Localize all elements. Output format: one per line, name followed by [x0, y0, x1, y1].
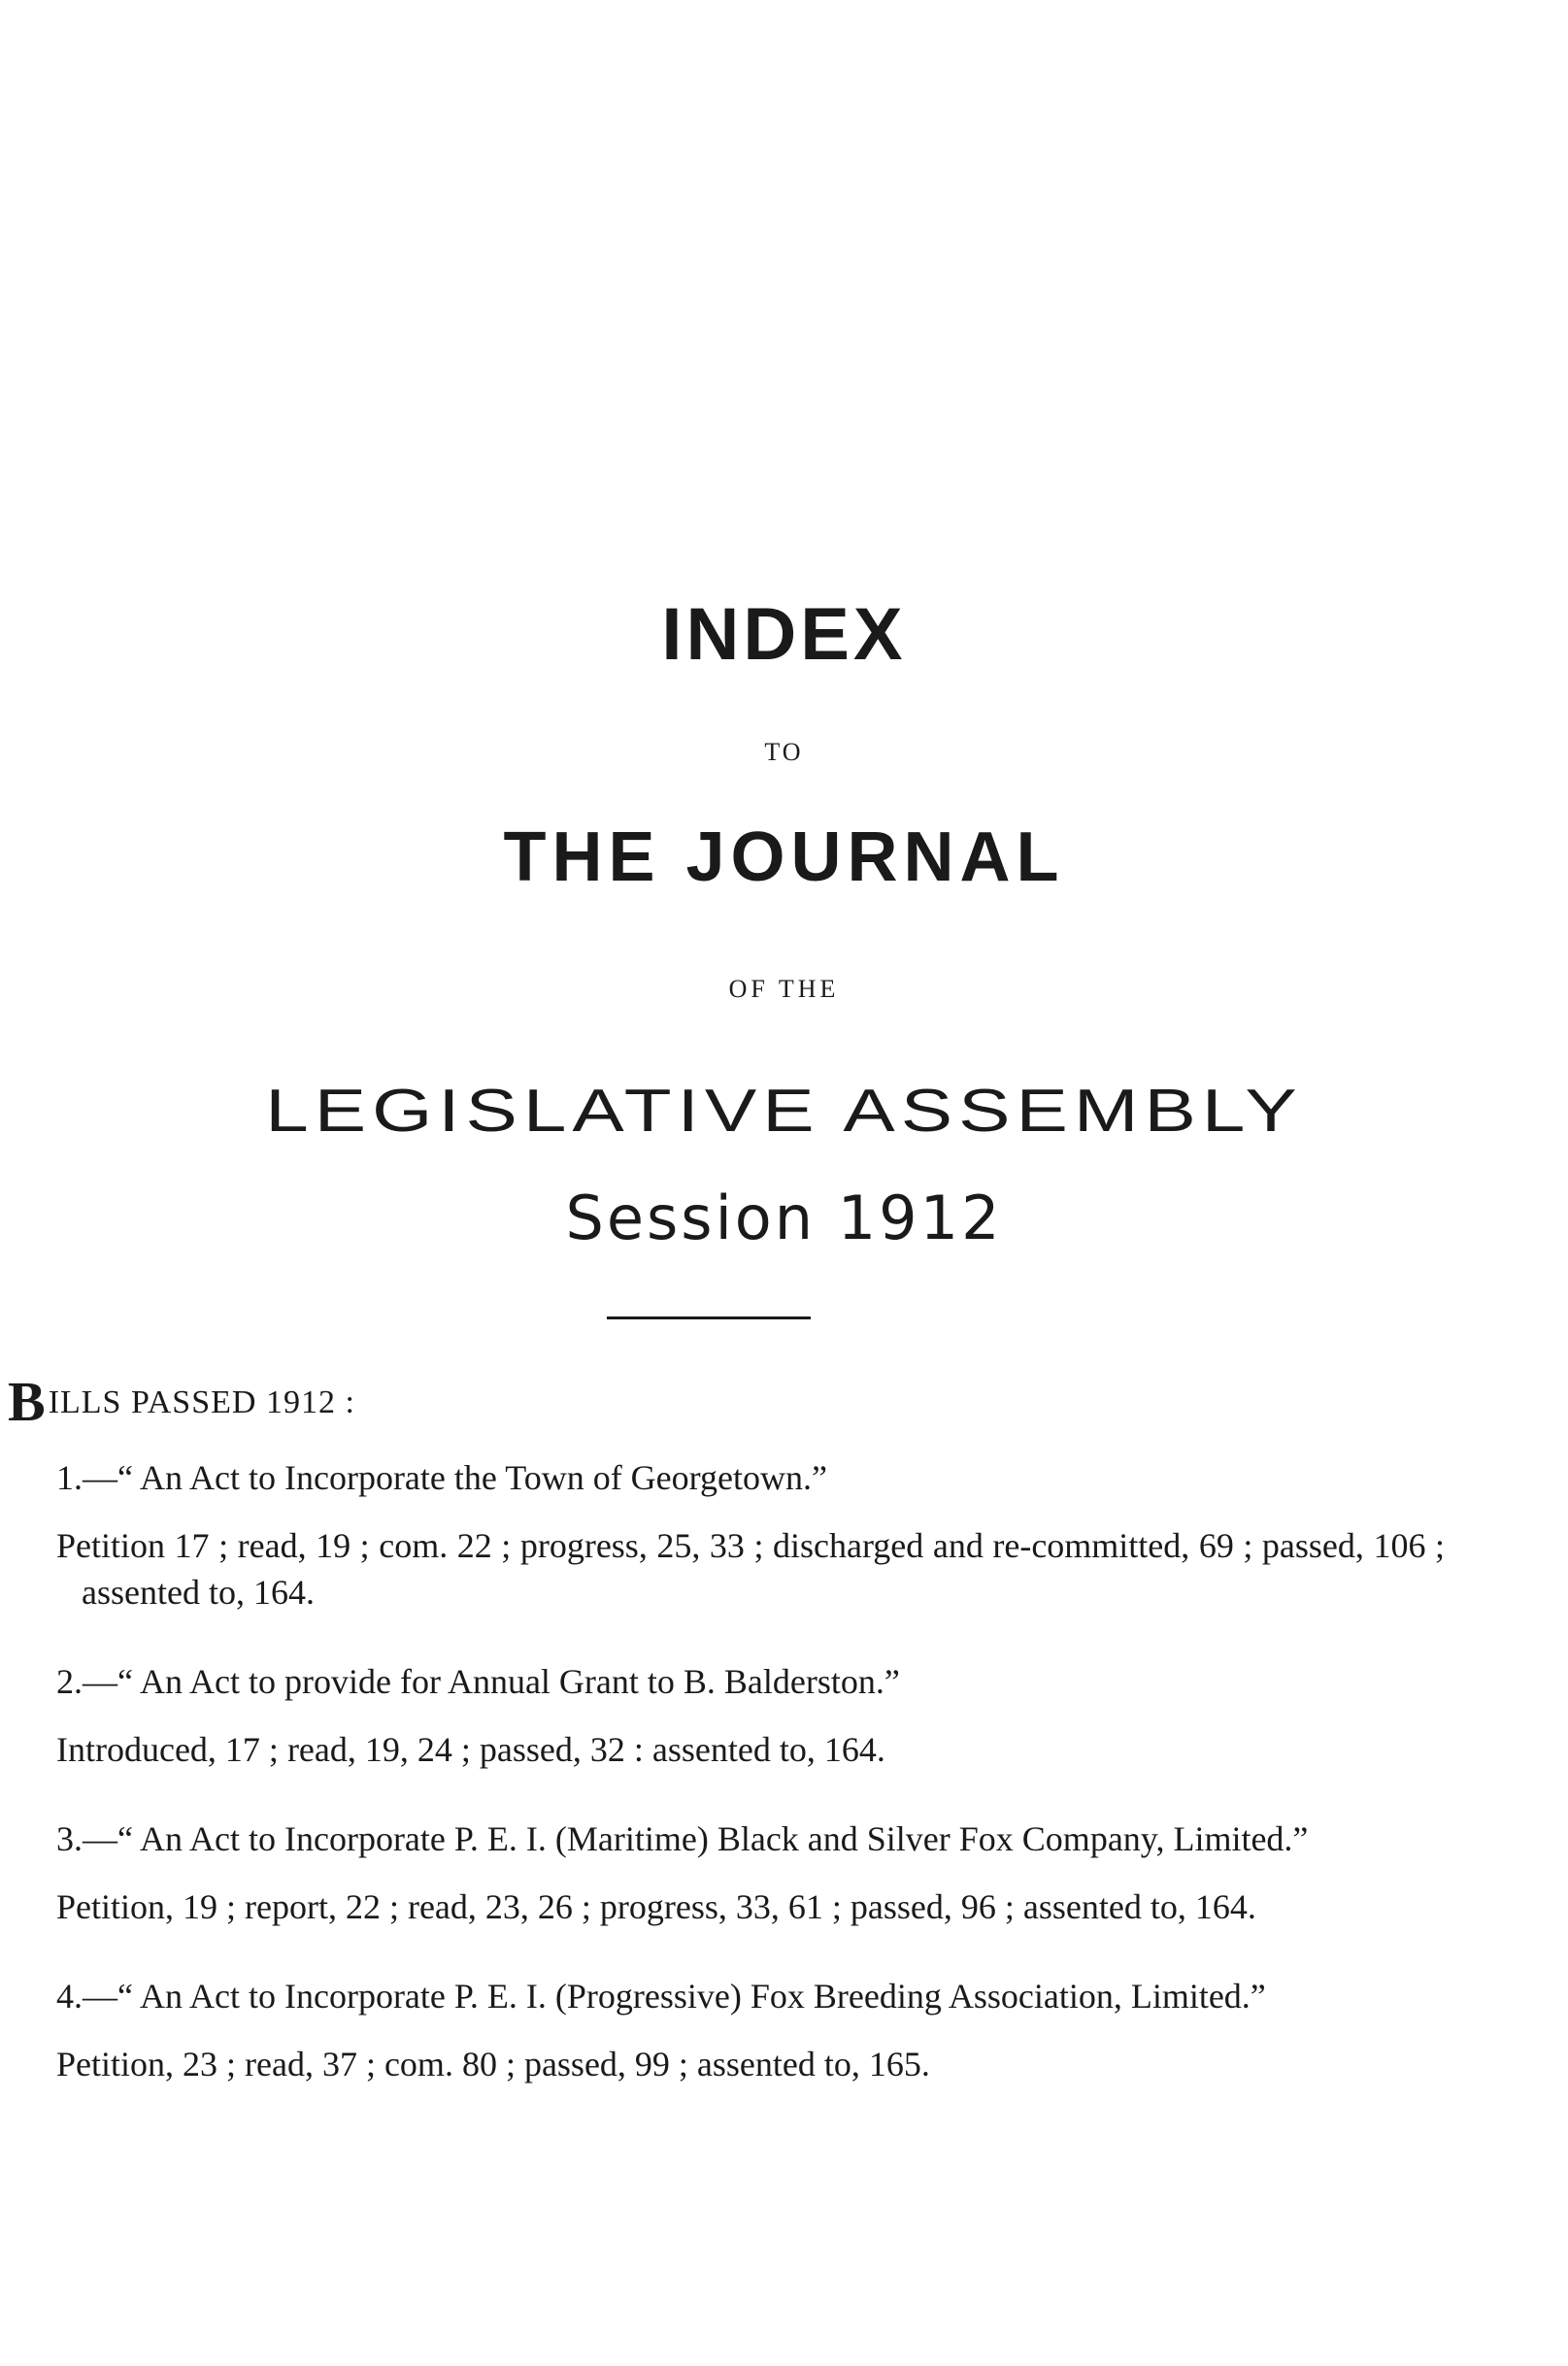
session-title: Session 1912 [565, 1183, 1003, 1253]
of-the-label: OF THE [728, 975, 840, 1003]
assembly-title: LEGISLATIVE ASSEMBLY [265, 1076, 1303, 1145]
bills-list [56, 1454, 1445, 2130]
bill-history: Petition, 23 ; read, 37 ; com. 80 ; passed, 99 ; assented to, 165. [56, 2045, 930, 2083]
section-heading [8, 1369, 355, 1434]
drop-cap: B [8, 1370, 47, 1433]
bill-entry-4 [56, 1973, 1445, 2087]
bill-title: 3.—“ An Act to Incorporate P. E. I. (Maritime) Black and Silver Fox Company, Limited.” [56, 1819, 1309, 1858]
bill-title: 1.—“ An Act to Incorporate the Town of Georgetown.” [56, 1458, 827, 1497]
index-title: INDEX [661, 593, 907, 676]
bill-history: Petition 17 ; read, 19 ; com. 22 ; progress, 25, 33 ; discharged and re-committed, 69 ; passed, 106 ; assented to, 164. [56, 1526, 1445, 1612]
title-divider [607, 1316, 811, 1319]
bill-history: Petition, 19 ; report, 22 ; read, 23, 26 ; progress, 33, 61 ; passed, 96 ; assented to, 164. [56, 1887, 1256, 1926]
bill-entry-2 [56, 1658, 1445, 1773]
bill-title: 2.—“ An Act to provide for Annual Grant to B. Balderston.” [56, 1662, 900, 1701]
bill-entry-1 [56, 1454, 1445, 1616]
bill-entry-3 [56, 1816, 1445, 1930]
section-heading-text: ILLS PASSED 1912 : [48, 1384, 355, 1420]
bill-title: 4.—“ An Act to Incorporate P. E. I. (Progressive) Fox Breeding Association, Limited.” [56, 1977, 1266, 2016]
to-label: TO [764, 738, 804, 766]
journal-title: THE JOURNAL [503, 818, 1065, 896]
bill-history: Introduced, 17 ; read, 19, 24 ; passed, 32 : assented to, 164. [56, 1730, 885, 1769]
